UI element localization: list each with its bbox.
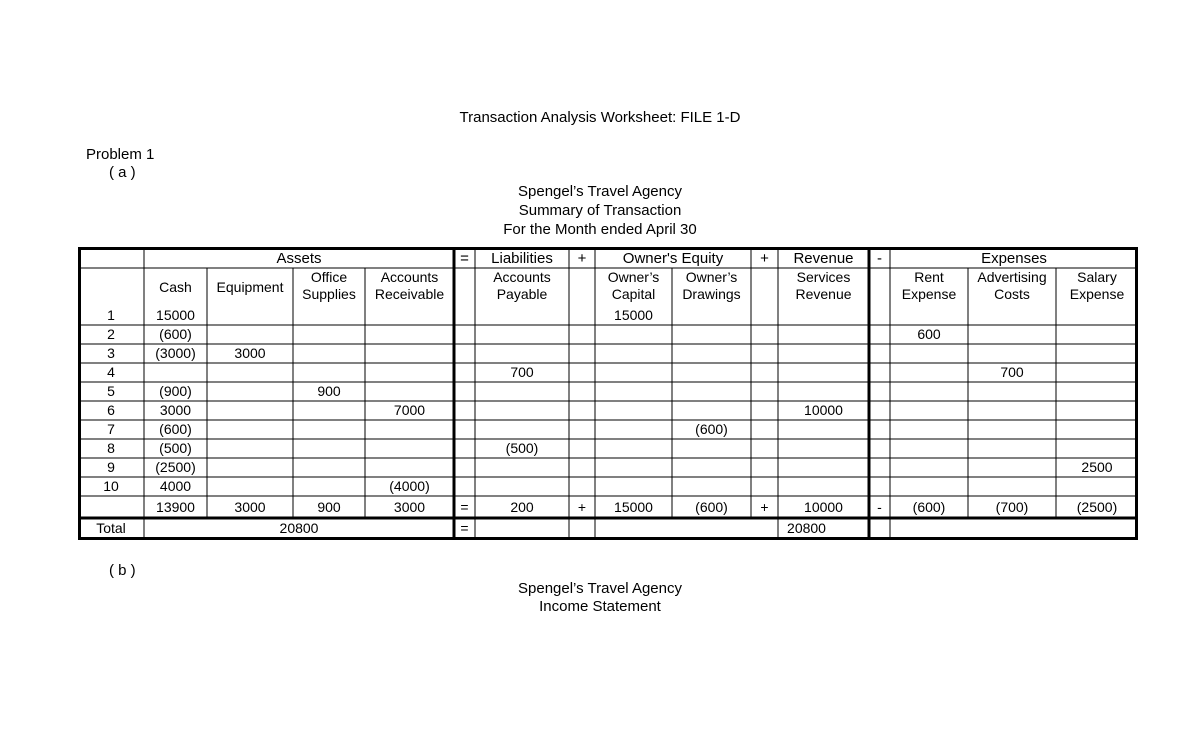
subtotal-equals: = <box>460 499 469 515</box>
cell-advertising-costs <box>968 306 1056 325</box>
column-header-accounts-receivable <box>365 269 454 303</box>
column-header-rent-expense <box>890 269 968 303</box>
column-header-owners-capital-line1: Owner’s <box>607 269 660 285</box>
column-header-advertising-costs-line1: Advertising <box>977 269 1047 285</box>
cell-services-revenue <box>778 439 869 458</box>
column-header-salary-expense-line2: Expense <box>1069 286 1125 302</box>
cell-advertising-costs <box>968 382 1056 401</box>
cell-cash: 3000 <box>159 402 192 418</box>
cell-office-supplies <box>293 401 365 420</box>
column-header-services-revenue-line2: Revenue <box>795 286 852 302</box>
cell-rent-expense <box>890 382 968 401</box>
cell-equipment <box>207 382 293 401</box>
cell-row-number: 10 <box>103 478 119 494</box>
cell-salary-expense <box>1056 439 1138 458</box>
cell-salary-expense <box>1056 382 1138 401</box>
column-header-owners-drawings <box>672 269 751 303</box>
cell-accounts-receivable <box>365 325 454 344</box>
cell-cash: (500) <box>159 440 192 456</box>
cell-services-revenue <box>778 325 869 344</box>
subtotal-accounts-payable: 200 <box>510 499 534 515</box>
cell-advertising-costs <box>968 401 1056 420</box>
column-header-accounts-receivable-line1: Accounts <box>380 269 439 285</box>
group-header-minus: - <box>877 250 882 267</box>
cell-cash: (3000) <box>155 345 196 361</box>
cell-rent-expense <box>890 420 968 439</box>
cell-accounts-payable <box>475 420 569 439</box>
cell-equipment: 3000 <box>234 345 266 361</box>
cell-owners-drawings <box>672 477 751 496</box>
total-liabilities-equity: 20800 <box>787 520 826 536</box>
cell-equipment <box>207 477 293 496</box>
cell-owners-drawings <box>672 401 751 420</box>
cell-salary-expense <box>1056 306 1138 325</box>
cell-equipment <box>207 401 293 420</box>
transaction-worksheet-table <box>78 247 1138 540</box>
summary-subtitle: Summary of Transaction <box>518 202 682 219</box>
cell-owners-capital: 15000 <box>614 307 653 323</box>
cell-row-number: 4 <box>107 364 115 380</box>
column-header-accounts-payable <box>475 269 569 303</box>
cell-services-revenue: 10000 <box>804 402 843 418</box>
worksheet-title: Transaction Analysis Worksheet: FILE 1-D <box>459 109 741 126</box>
column-header-services-revenue-line1: Services <box>796 269 851 285</box>
cell-advertising-costs <box>968 439 1056 458</box>
cell-cash: 15000 <box>156 307 195 323</box>
cell-equipment <box>207 420 293 439</box>
cell-rent-expense <box>890 401 968 420</box>
cell-accounts-payable <box>475 325 569 344</box>
column-header-salary-expense-line1: Salary <box>1077 269 1117 285</box>
column-header-owners-drawings-line1: Owner’s <box>685 269 738 285</box>
cell-owners-drawings <box>672 325 751 344</box>
column-header-owners-capital-line2: Capital <box>611 286 656 302</box>
cell-salary-expense <box>1056 344 1138 363</box>
column-header-office-supplies-line2: Supplies <box>302 286 356 302</box>
group-header-expenses: Expenses <box>981 250 1047 267</box>
cell-cash: (2500) <box>155 459 196 475</box>
cell-owners-capital <box>595 477 672 496</box>
cell-office-supplies <box>293 477 365 496</box>
column-header-salary-expense <box>1056 269 1138 303</box>
cell-salary-expense: 2500 <box>1081 459 1113 475</box>
column-header-cash: Cash <box>159 279 192 295</box>
cell-accounts-receivable <box>365 363 454 382</box>
cell-owners-capital <box>595 401 672 420</box>
cell-salary-expense <box>1056 325 1138 344</box>
column-header-owners-capital <box>595 269 672 303</box>
cell-services-revenue <box>778 382 869 401</box>
subtotal-owners-capital: 15000 <box>614 499 653 515</box>
cell-office-supplies: 900 <box>317 383 341 399</box>
cell-accounts-payable <box>475 382 569 401</box>
summary-period: For the Month ended April 30 <box>503 221 697 238</box>
cell-owners-capital <box>595 325 672 344</box>
group-header-plus: + <box>760 250 769 267</box>
cell-salary-expense <box>1056 401 1138 420</box>
cell-accounts-receivable: 7000 <box>393 402 426 418</box>
cell-row-number: 8 <box>107 440 115 456</box>
column-header-advertising-costs-line2: Costs <box>994 286 1030 302</box>
cell-office-supplies <box>293 420 365 439</box>
cell-owners-drawings <box>672 382 751 401</box>
cell-owners-drawings: (600) <box>695 421 728 437</box>
group-header-revenue: Revenue <box>793 250 854 267</box>
cell-equipment <box>207 325 293 344</box>
cell-equipment <box>207 363 293 382</box>
cell-accounts-receivable <box>365 344 454 363</box>
column-header-accounts-payable-line1: Accounts <box>493 269 551 285</box>
column-header-accounts-payable-line2: Payable <box>496 286 548 302</box>
cell-accounts-payable: (500) <box>505 440 539 456</box>
total-label: Total <box>96 520 126 536</box>
cell-rent-expense <box>890 458 968 477</box>
cell-accounts-payable <box>475 344 569 363</box>
cell-accounts-receivable <box>365 458 454 477</box>
column-header-equipment: Equipment <box>216 279 284 295</box>
subtotal-accounts-receivable: 3000 <box>393 499 426 515</box>
cell-services-revenue <box>778 477 869 496</box>
cell-cash: 4000 <box>159 478 192 494</box>
cell-office-supplies <box>293 363 365 382</box>
cell-accounts-payable <box>475 306 569 325</box>
part-a-label: ( a ) <box>109 164 136 181</box>
cell-services-revenue <box>778 420 869 439</box>
cell-accounts-receivable <box>365 382 454 401</box>
total-assets: 20800 <box>279 520 319 536</box>
column-header-services-revenue <box>778 269 869 303</box>
problem-label: Problem 1 <box>86 146 155 163</box>
cell-owners-drawings <box>672 363 751 382</box>
cell-cash <box>144 363 207 382</box>
cell-rent-expense <box>890 439 968 458</box>
subtotal-plus: + <box>760 499 769 515</box>
cell-rent-expense <box>890 344 968 363</box>
income-statement-company: Spengel’s Travel Agency <box>518 580 682 597</box>
cell-rent-expense <box>890 363 968 382</box>
subtotal-owners-drawings: (600) <box>695 499 728 515</box>
subtotal-rent-expense: (600) <box>912 499 946 515</box>
subtotal-equipment: 3000 <box>234 499 266 515</box>
cell-accounts-receivable <box>365 439 454 458</box>
cell-services-revenue <box>778 344 869 363</box>
part-b-label: ( b ) <box>109 562 136 579</box>
cell-advertising-costs: 700 <box>1000 364 1024 380</box>
cell-advertising-costs <box>968 477 1056 496</box>
cell-cash: (600) <box>159 421 192 437</box>
group-header-assets: Assets <box>276 250 322 267</box>
cell-owners-drawings <box>672 458 751 477</box>
cell-advertising-costs <box>968 458 1056 477</box>
company-name: Spengel’s Travel Agency <box>518 183 682 200</box>
income-statement-title: Income Statement <box>539 598 661 615</box>
subtotal-services-revenue: 10000 <box>804 499 843 515</box>
cell-accounts-payable <box>475 458 569 477</box>
cell-row-number: 9 <box>107 459 115 475</box>
column-header-office-supplies <box>293 269 365 303</box>
column-header-rent-expense-line1: Rent <box>914 269 944 285</box>
total-equals: = <box>460 520 469 536</box>
column-header-accounts-receivable-line2: Receivable <box>374 286 445 302</box>
cell-accounts-receivable: (4000) <box>389 478 430 494</box>
cell-advertising-costs <box>968 344 1056 363</box>
cell-office-supplies <box>293 344 365 363</box>
cell-owners-drawings <box>672 439 751 458</box>
group-header-owners-equity: Owner's Equity <box>622 250 724 267</box>
group-header-plus: + <box>577 250 587 267</box>
subtotal-plus: + <box>577 499 587 515</box>
cell-rent-expense <box>890 306 968 325</box>
subtotal-cash: 13900 <box>156 499 195 515</box>
cell-accounts-payable <box>475 477 569 496</box>
cell-equipment <box>207 439 293 458</box>
cell-cash: (600) <box>159 326 192 342</box>
column-header-owners-drawings-line2: Drawings <box>682 286 741 302</box>
cell-accounts-receivable <box>365 420 454 439</box>
subtotal-salary-expense: (2500) <box>1076 499 1118 515</box>
subtotal-office-supplies: 900 <box>317 499 341 515</box>
cell-office-supplies <box>293 325 365 344</box>
cell-rent-expense: 600 <box>917 326 941 342</box>
cell-rent-expense <box>890 477 968 496</box>
cell-row-number: 1 <box>107 307 115 323</box>
cell-owners-drawings <box>672 344 751 363</box>
cell-salary-expense <box>1056 420 1138 439</box>
cell-accounts-receivable <box>365 306 454 325</box>
cell-accounts-payable: 700 <box>510 364 534 380</box>
cell-owners-capital <box>595 420 672 439</box>
group-header-liabilities: Liabilities <box>491 250 553 267</box>
cell-office-supplies <box>293 439 365 458</box>
cell-row-number: 3 <box>107 345 115 361</box>
cell-owners-capital <box>595 344 672 363</box>
cell-advertising-costs <box>968 325 1056 344</box>
cell-row-number: 6 <box>107 402 115 418</box>
cell-owners-capital <box>595 439 672 458</box>
cell-office-supplies <box>293 458 365 477</box>
cell-row-number: 5 <box>107 383 115 399</box>
cell-advertising-costs <box>968 420 1056 439</box>
subtotal-minus: - <box>877 499 882 515</box>
group-header-equals: = <box>460 250 469 267</box>
cell-office-supplies <box>293 306 365 325</box>
cell-services-revenue <box>778 458 869 477</box>
cell-row-number: 2 <box>107 326 115 342</box>
cell-equipment <box>207 306 293 325</box>
subtotal-advertising-costs: (700) <box>995 499 1029 515</box>
cell-owners-capital <box>595 458 672 477</box>
cell-owners-capital <box>595 363 672 382</box>
cell-equipment <box>207 458 293 477</box>
column-header-advertising-costs <box>968 269 1056 303</box>
cell-salary-expense <box>1056 477 1138 496</box>
cell-services-revenue <box>778 306 869 325</box>
column-header-office-supplies-line1: Office <box>310 269 348 285</box>
cell-owners-drawings <box>672 306 751 325</box>
cell-cash: (900) <box>159 383 192 399</box>
cell-services-revenue <box>778 363 869 382</box>
cell-accounts-payable <box>475 401 569 420</box>
column-header-rent-expense-line2: Expense <box>901 286 957 302</box>
cell-row-number: 7 <box>107 421 115 437</box>
cell-owners-capital <box>595 382 672 401</box>
cell-salary-expense <box>1056 363 1138 382</box>
